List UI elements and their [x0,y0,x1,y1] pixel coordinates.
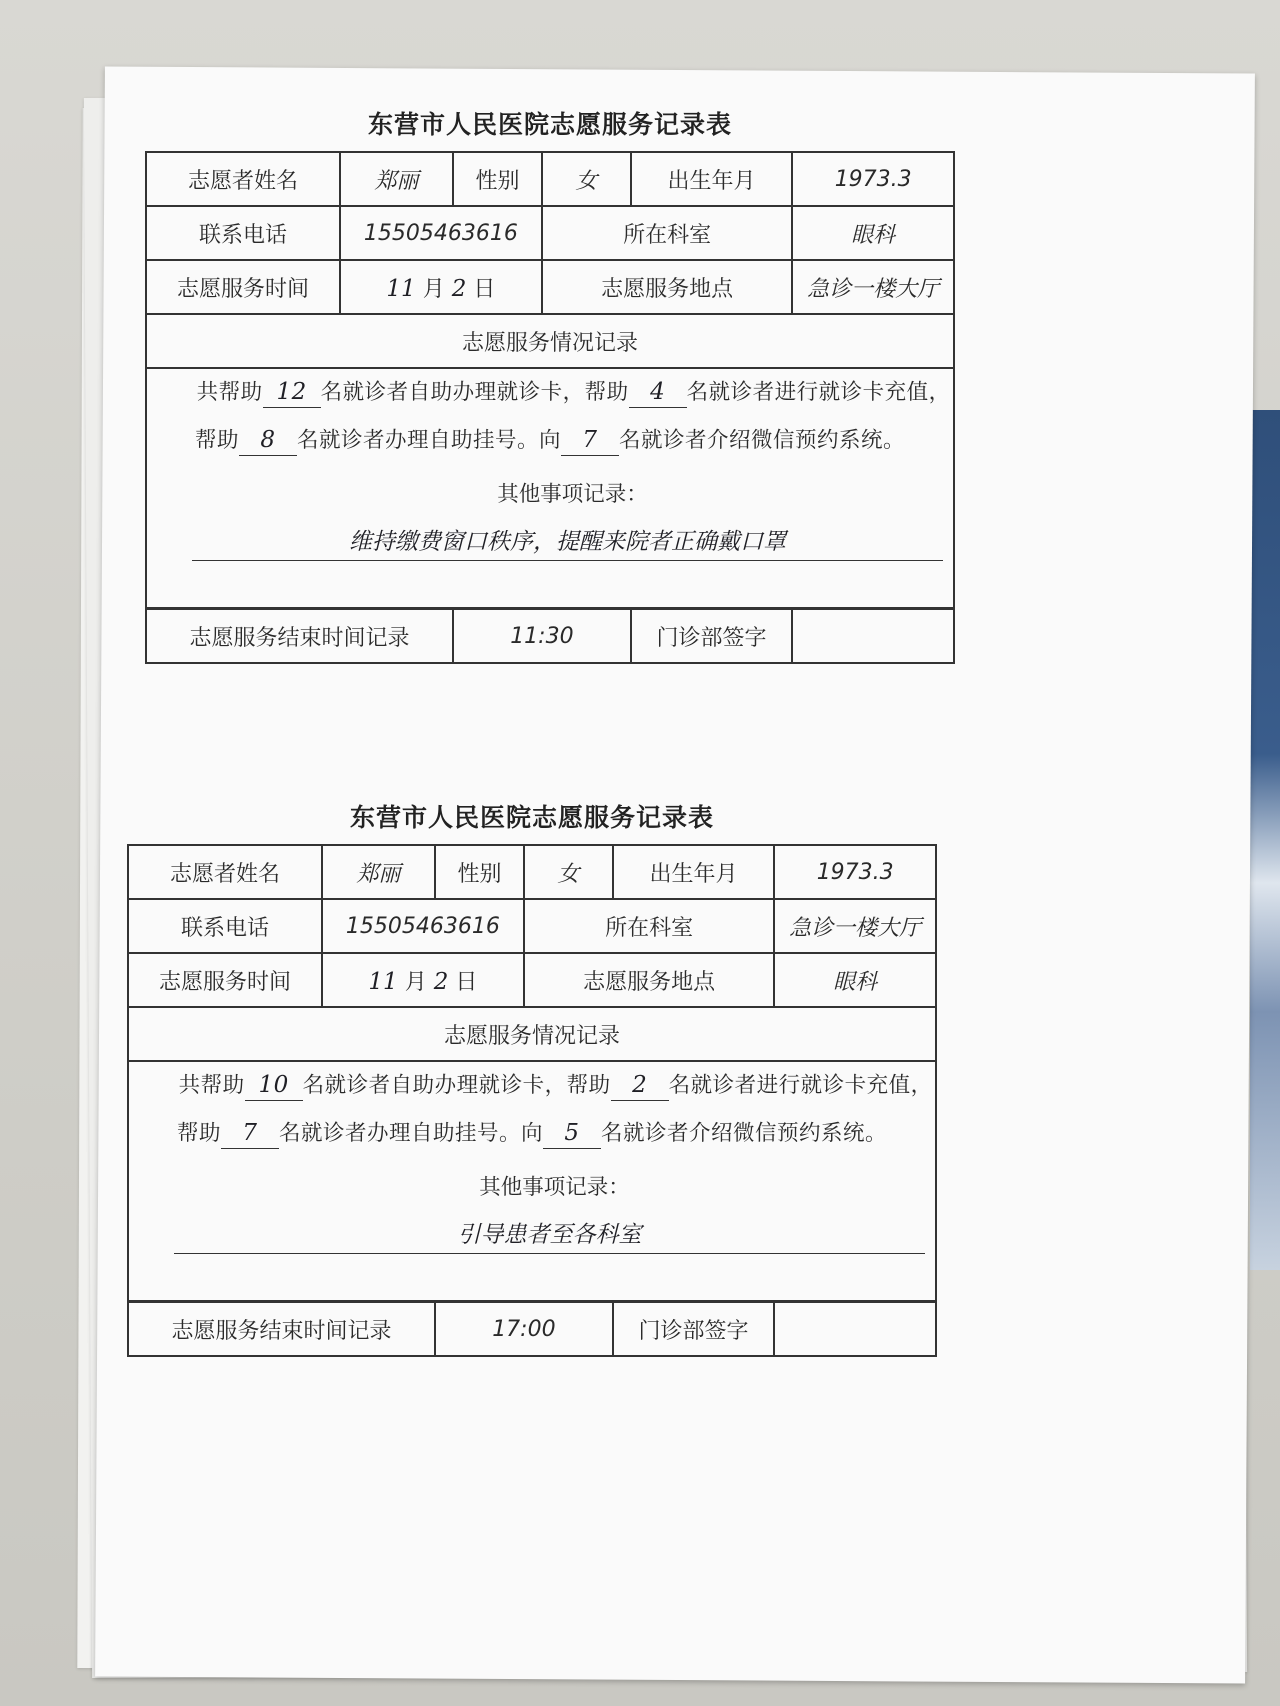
place-label: 志愿服务地点 [542,260,792,314]
place-value[interactable]: 急诊一楼大厅 [792,260,954,314]
dept-value[interactable]: 眼科 [792,206,954,260]
service-record-body [128,1061,936,1302]
birth-value[interactable]: 1973.3 [774,845,936,899]
row-section-title [128,1007,936,1061]
text-card: 名就诊者自助办理就诊卡，帮助 [320,380,629,405]
date-day: 2 [451,275,467,302]
section-title: 志愿服务情况记录 [146,314,954,368]
phone-label: 联系电话 [146,206,340,260]
other-value[interactable]: 引导患者至各科室 [174,1217,925,1254]
birth-label: 出生年月 [631,152,793,206]
text-card: 名就诊者自助办理就诊卡，帮助 [302,1073,611,1098]
end-value[interactable]: 17:00 [435,1302,613,1356]
service-paragraph [129,1062,935,1158]
time-label: 志愿服务时间 [146,260,340,314]
day-char: 日 [455,969,478,995]
dept-label: 所在科室 [524,899,774,953]
gender-value[interactable]: 女 [524,845,613,899]
count-recharge[interactable]: 4 [629,377,687,408]
row-time [146,260,954,314]
end-label: 志愿服务结束时间记录 [146,609,453,663]
row-body [128,1061,936,1302]
gender-label: 性别 [453,152,542,206]
sign-value[interactable] [792,609,954,663]
place-label: 志愿服务地点 [524,953,774,1007]
blank-line [147,605,953,608]
date-value[interactable] [340,260,542,314]
other-value[interactable]: 维持缴费窗口秩序，提醒来院者正确戴口罩 [192,524,943,561]
dept-label: 所在科室 [542,206,792,260]
phone-label: 联系电话 [128,899,322,953]
gender-value[interactable]: 女 [542,152,631,206]
sign-label: 门诊部签字 [613,1302,775,1356]
sign-label: 门诊部签字 [631,609,793,663]
count-wechat[interactable]: 5 [543,1118,601,1149]
background-book-edge [1250,410,1280,1270]
row-end [146,609,954,663]
row-end [128,1302,936,1356]
other-label: 其他事项记录： [479,1175,630,1200]
service-record-body [146,368,954,609]
row-name [146,152,954,206]
count-recharge[interactable]: 2 [611,1070,669,1101]
name-value[interactable]: 郑丽 [340,152,453,206]
name-value[interactable]: 郑丽 [322,845,435,899]
blank-line [129,1298,935,1301]
birth-label: 出生年月 [613,845,775,899]
count-wechat[interactable]: 7 [561,425,619,456]
service-paragraph [147,369,953,465]
record-form-2 [127,798,937,1357]
name-label: 志愿者姓名 [128,845,322,899]
text-register: 名就诊者办理自助挂号。向 [296,428,561,453]
date-value[interactable] [322,953,524,1007]
sign-value[interactable] [774,1302,936,1356]
month-char: 月 [404,969,427,995]
row-time [128,953,936,1007]
text-help: 共帮助 [178,1073,245,1098]
gender-label: 性别 [435,845,524,899]
text-recharge: 名就诊者进行就诊卡充值，帮助 [194,380,951,453]
row-phone [146,206,954,260]
section-title: 志愿服务情况记录 [128,1007,936,1061]
text-wechat: 名就诊者介绍微信预约系统。 [619,428,906,453]
end-label: 志愿服务结束时间记录 [128,1302,435,1356]
date-month: 11 [386,275,416,302]
count-register[interactable]: 7 [221,1118,279,1149]
count-card[interactable]: 10 [245,1070,303,1101]
row-body [146,368,954,609]
form-table [127,844,937,1357]
time-label: 志愿服务时间 [128,953,322,1007]
place-value[interactable]: 眼科 [774,953,936,1007]
form-title: 东营市人民医院志愿服务记录表 [367,110,732,139]
count-card[interactable]: 12 [263,377,321,408]
phone-value[interactable]: 15505463616 [322,899,524,953]
birth-value[interactable]: 1973.3 [792,152,954,206]
other-label: 其他事项记录： [497,482,648,507]
row-name [128,845,936,899]
date-day: 2 [433,968,449,995]
text-wechat: 名就诊者介绍微信预约系统。 [601,1121,888,1146]
day-char: 日 [473,276,496,302]
row-section-title [146,314,954,368]
text-register: 名就诊者办理自助挂号。向 [278,1121,543,1146]
end-value[interactable]: 11:30 [453,609,631,663]
dept-value[interactable]: 急诊一楼大厅 [774,899,936,953]
count-register[interactable]: 8 [239,425,297,456]
record-form-1 [145,105,955,664]
row-phone [128,899,936,953]
date-month: 11 [368,968,398,995]
phone-value[interactable]: 15505463616 [340,206,542,260]
text-recharge: 名就诊者进行就诊卡充值，帮助 [176,1073,933,1146]
form-title: 东营市人民医院志愿服务记录表 [349,803,714,832]
form-table [145,151,955,664]
text-help: 共帮助 [196,380,263,405]
month-char: 月 [422,276,445,302]
name-label: 志愿者姓名 [146,152,340,206]
